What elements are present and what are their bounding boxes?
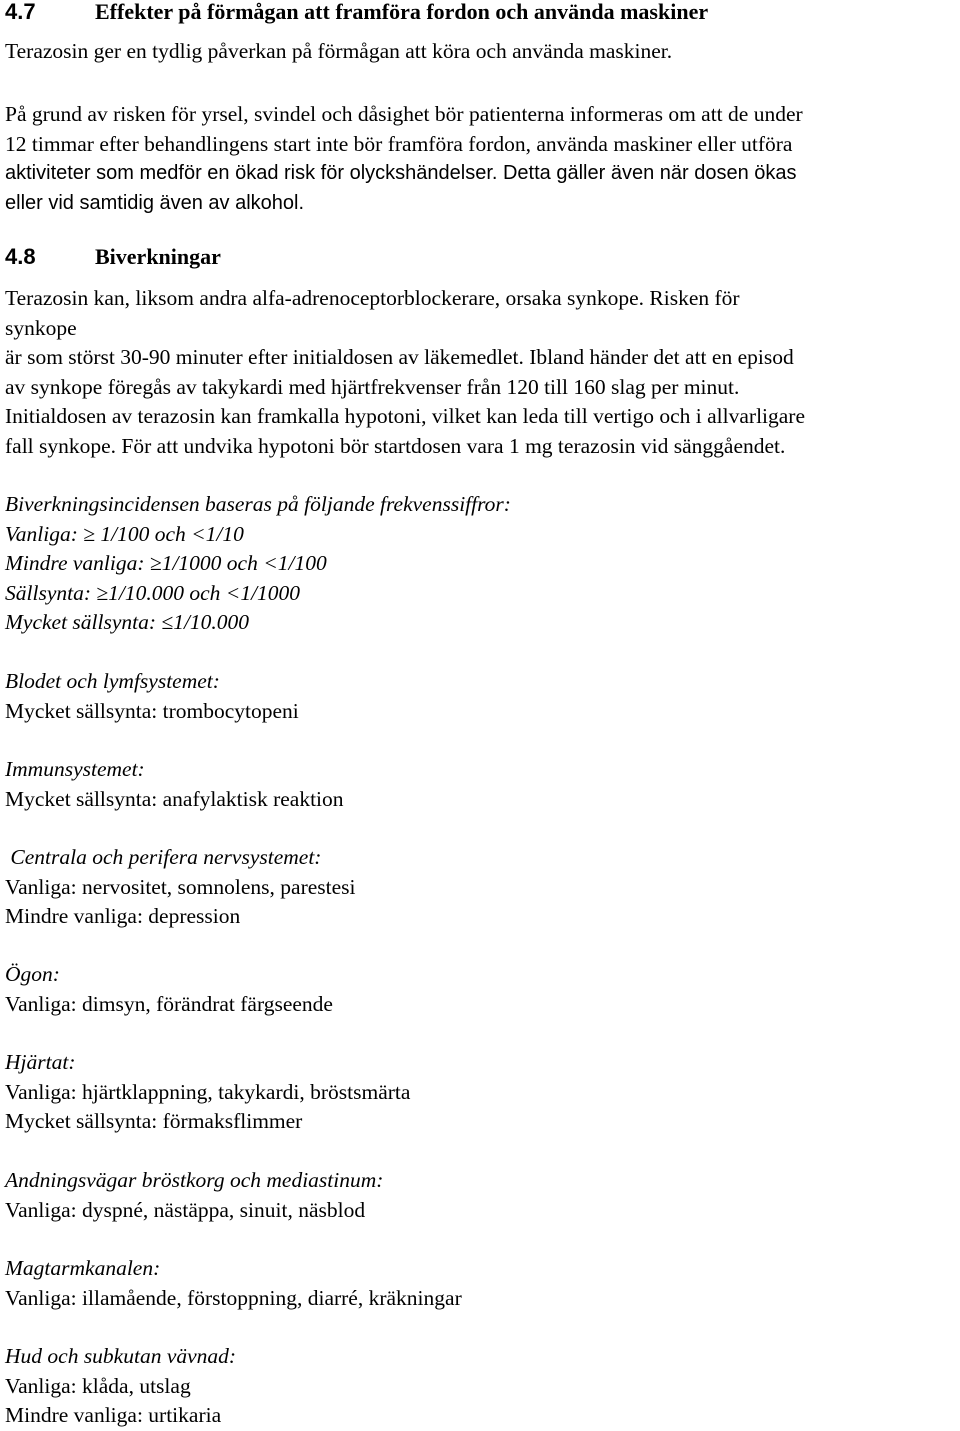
section-4-7-paragraph [5,100,960,218]
group-item: Vanliga: nervositet, somnolens, parestesi [5,874,356,899]
section-4-7-heading [5,0,708,27]
paragraph-line: synkope [5,315,77,340]
section-4-8-heading [5,242,221,272]
group-heading: Blodet och lymfsystemet: [5,669,220,693]
group-heading: Hjärtat: [5,1050,76,1074]
group-item: Mycket sällsynta: trombocytopeni [5,698,299,723]
paragraph-line: På grund av risken för yrsel, svindel och dåsighet bör patienterna informeras om att de under [5,102,803,126]
frequency-definitions [5,490,960,638]
frequency-line: Mindre vanliga: ≥1/1000 och <1/100 [5,551,327,575]
group-skin [5,1342,960,1431]
frequency-line: Biverkningsincidensen baseras på följande frekvenssiffror: [5,492,511,516]
group-eyes [5,960,960,1019]
paragraph-line: 12 timmar efter behandlingens start inte bör framföra fordon, använda maskiner eller utföra [5,131,793,156]
group-item: Mycket sällsynta: anafylaktisk reaktion [5,786,344,811]
frequency-line: Vanliga: ≥ 1/100 och <1/10 [5,521,244,546]
paragraph-line: Initialdosen av terazosin kan framkalla hypotoni, vilket kan leda till vertigo och i allvarligare [5,404,806,428]
section-4-7-intro [5,37,960,67]
group-heart [5,1048,960,1137]
paragraph-line: aktiviteter som medför en ökad risk för olyckshändelser. Detta gäller även när dosen ökas [5,162,797,184]
group-item: Vanliga: hjärtklappning, takykardi, bröstsmärta [5,1079,411,1104]
intro-line: Terazosin ger en tydlig påverkan på förmågan att köra och använda maskiner. [5,39,673,63]
group-item: Vanliga: illamående, förstoppning, diarré, kräkningar [5,1285,462,1310]
group-heading: Magtarmkanalen: [5,1256,161,1280]
group-item: Mindre vanliga: urtikaria [5,1403,222,1427]
group-immune [5,755,960,814]
section-number: 4.8 [5,244,36,269]
paragraph-line: eller vid samtidig även av alkohol. [5,191,305,214]
section-title: Effekter på förmågan att framföra fordon och använda maskiner [95,0,709,24]
group-item: Vanliga: dimsyn, förändrat färgseende [5,991,333,1016]
section-number: 4.7 [5,0,36,24]
group-item: Vanliga: dyspné, nästäppa, sinuit, näsblod [5,1197,366,1222]
group-respiratory [5,1166,960,1225]
group-heading: Hud och subkutan vävnad: [5,1344,237,1368]
group-item: Vanliga: klåda, utslag [5,1373,191,1398]
group-blood [5,667,960,726]
group-item: Mycket sällsynta: förmaksflimmer [5,1109,303,1133]
group-item: Mindre vanliga: depression [5,904,241,928]
group-heading: Centrala och perifera nervsystemet: [5,845,322,869]
frequency-line: Mycket sällsynta: ≤1/10.000 [5,610,250,634]
group-heading: Andningsvägar bröstkorg och mediastinum: [5,1168,384,1192]
frequency-line: Sällsynta: ≥1/10.000 och <1/1000 [5,580,301,605]
paragraph-line: Terazosin kan, liksom andra alfa-adrenoceptorblockerare, orsaka synkope. Risken för [5,286,740,310]
group-heading: Ögon: [5,962,60,986]
paragraph-line: av synkope föregås av takykardi med hjärtfrekvenser från 120 till 160 slag per minut. [5,374,740,399]
paragraph-line: fall synkope. För att undvika hypotoni bör startdosen vara 1 mg terazosin vid sänggåendet. [5,433,786,458]
paragraph-line: är som störst 30-90 minuter efter initialdosen av läkemedlet. Ibland händer det att en episod [5,345,794,369]
group-nervous [5,843,960,932]
group-gastrointestinal [5,1254,960,1313]
section-title: Biverkningar [95,244,221,269]
group-heading: Immunsystemet: [5,757,145,781]
section-4-8-paragraph [5,284,960,461]
